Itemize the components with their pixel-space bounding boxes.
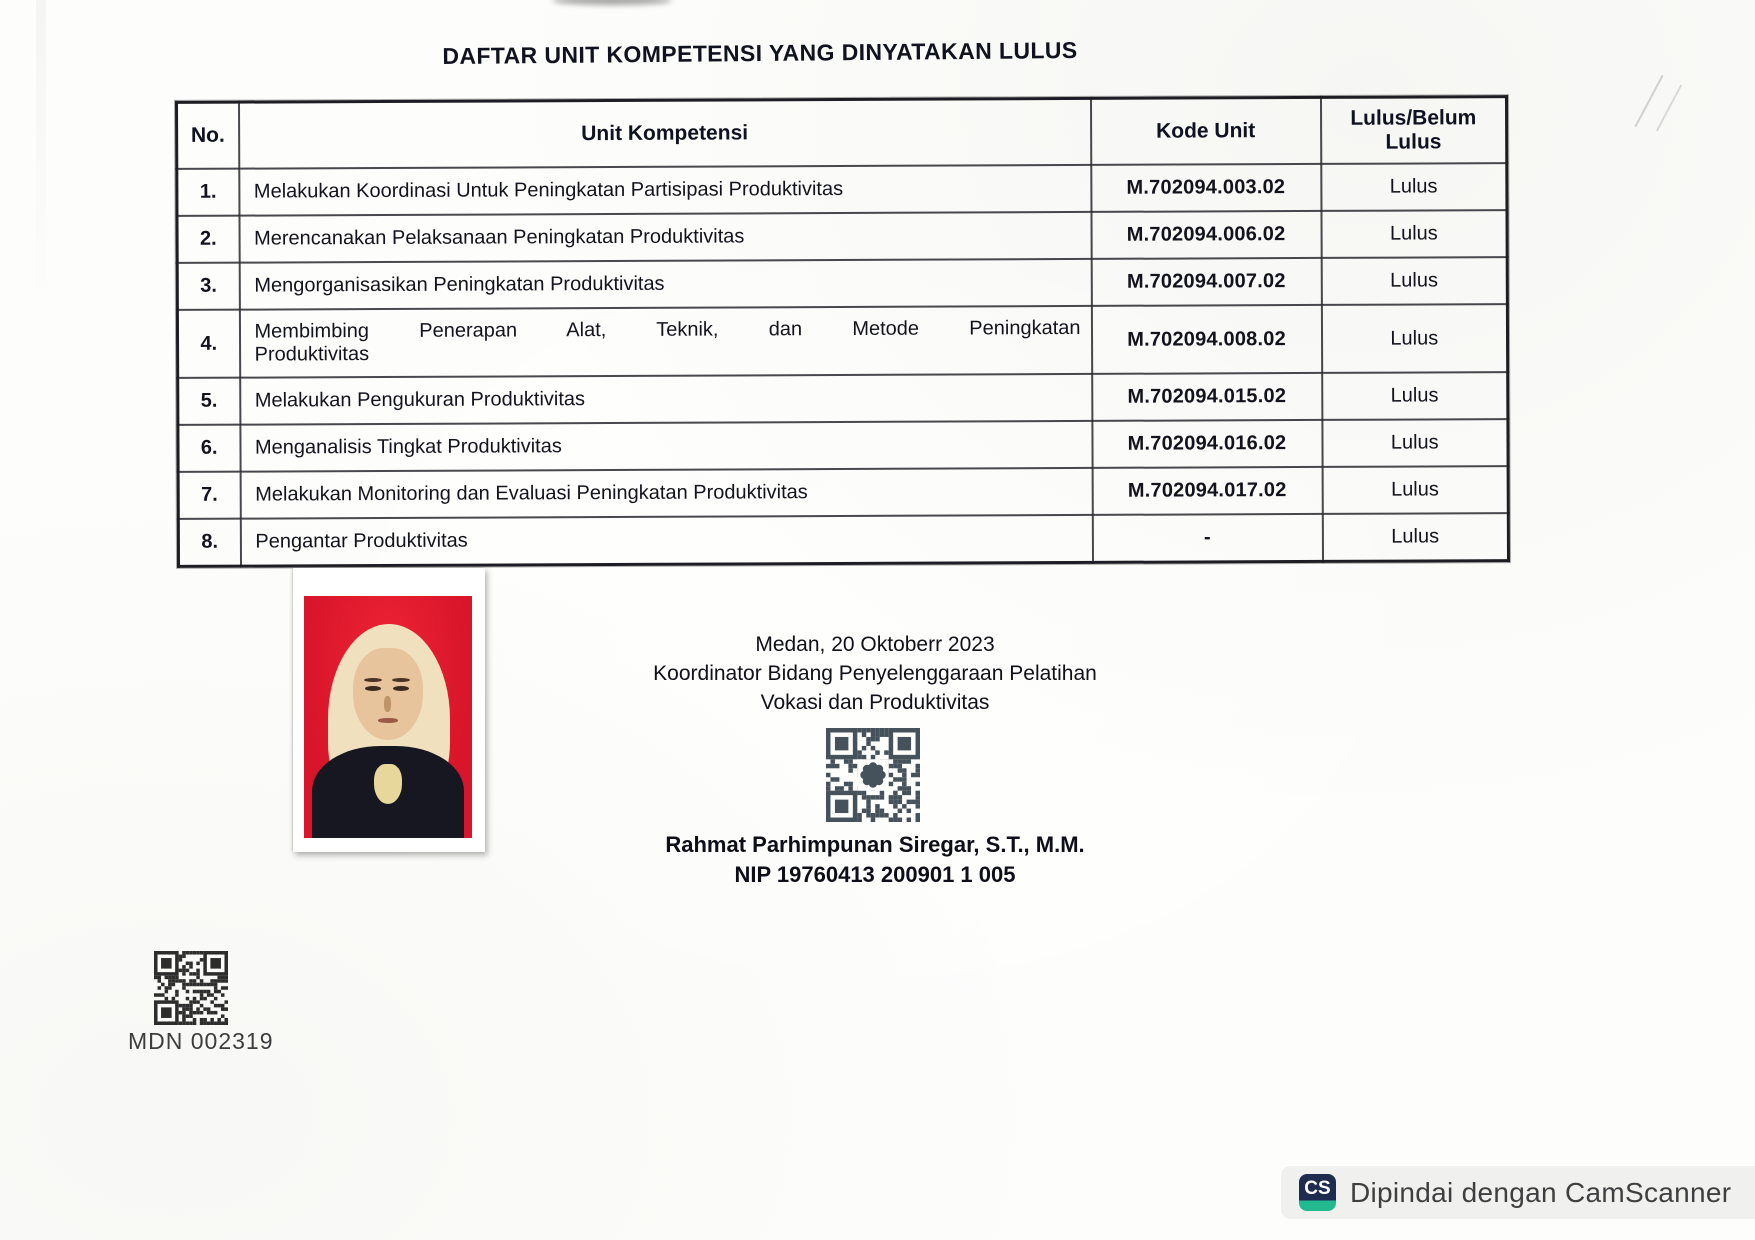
competency-table <box>175 95 1510 568</box>
scan-streak <box>36 0 46 300</box>
photo-collar <box>374 764 402 804</box>
unit-code: M.702094.015.02 <box>1092 373 1322 421</box>
table-row <box>177 210 1507 263</box>
status-value: Lulus <box>1321 210 1507 258</box>
row-number: 2. <box>177 216 239 263</box>
table-row <box>178 466 1508 519</box>
unit-name: Melakukan Koordinasi Untuk Peningkatan Partisipasi Produktivitas <box>239 165 1091 216</box>
unit-code: - <box>1092 514 1322 563</box>
document-title: DAFTAR UNIT KOMPETENSI YANG DINYATAKAN LULUS <box>442 36 1078 70</box>
document-code: MDN 002319 <box>128 1028 274 1054</box>
document-qr-code <box>152 951 230 1025</box>
signer-role-line1: Koordinator Bidang Penyelenggaraan Pelatihan <box>653 662 1097 685</box>
status-value: Lulus <box>1322 466 1508 514</box>
passport-photo <box>304 596 472 838</box>
unit-code: M.702094.016.02 <box>1092 420 1322 468</box>
photo-face <box>353 648 423 740</box>
row-number: 7. <box>178 472 240 519</box>
table-row <box>177 304 1507 378</box>
unit-name: Mengorganisasikan Peningkatan Produktivitas <box>239 259 1091 310</box>
camscanner-label: Dipindai dengan CamScanner <box>1350 1176 1732 1208</box>
unit-name: Merencanakan Pelaksanaan Peningkatan Produktivitas <box>239 212 1091 263</box>
status-value: Lulus <box>1322 513 1508 561</box>
scan-smudge <box>552 0 672 5</box>
row-number: 6. <box>178 425 240 472</box>
table-row <box>177 163 1507 216</box>
status-value: Lulus <box>1321 163 1507 211</box>
unit-name-line1: Membimbing Penerapan Alat, Teknik, dan Metode Peningkatan <box>254 316 1081 343</box>
unit-name: Melakukan Monitoring dan Evaluasi Peningkatan Produktivitas <box>240 468 1092 519</box>
passport-photo-frame <box>293 568 485 852</box>
row-number: 1. <box>177 169 239 216</box>
status-value: Lulus <box>1321 257 1507 305</box>
row-number: 5. <box>178 378 240 425</box>
unit-name: Pengantar Produktivitas <box>240 515 1092 566</box>
row-number: 8. <box>178 519 240 567</box>
signer-role-line2: Vokasi dan Produktivitas <box>760 691 990 714</box>
unit-name: Melakukan Pengukuran Produktivitas <box>240 374 1092 425</box>
place-date: Medan, 20 Oktoberr 2023 <box>755 633 995 656</box>
header-no: No. <box>176 102 238 169</box>
table-row <box>178 419 1508 472</box>
header-unit-kompetensi: Unit Kompetensi <box>238 98 1090 168</box>
signer-nip: NIP 19760413 200901 1 005 <box>734 862 1016 887</box>
unit-code: M.702094.017.02 <box>1092 467 1322 515</box>
signature-qr-code <box>826 727 920 823</box>
table-row <box>178 372 1508 425</box>
signer-name: Rahmat Parhimpunan Siregar, S.T., M.M. <box>665 832 1085 857</box>
table-row <box>177 257 1507 310</box>
unit-name <box>239 306 1091 378</box>
scan-crease <box>1635 75 1664 127</box>
unit-code: M.702094.003.02 <box>1091 164 1321 212</box>
table-row <box>178 513 1508 566</box>
row-number: 4. <box>177 310 239 378</box>
unit-name: Menganalisis Tingkat Produktivitas <box>240 421 1092 472</box>
status-value: Lulus <box>1322 419 1508 467</box>
unit-code: M.702094.006.02 <box>1091 211 1321 259</box>
header-lulus-belum: Lulus/Belum Lulus <box>1320 97 1506 164</box>
camscanner-logo-icon: CS <box>1299 1174 1336 1211</box>
scan-crease <box>1656 85 1682 132</box>
table-header-row <box>176 97 1506 169</box>
unit-code: M.702094.008.02 <box>1091 305 1321 374</box>
camscanner-watermark <box>1281 1166 1755 1219</box>
header-kode-unit: Kode Unit <box>1090 97 1320 165</box>
row-number: 3. <box>177 263 239 310</box>
unit-name-line2: Produktivitas <box>254 343 370 366</box>
status-value: Lulus <box>1322 372 1508 420</box>
signature-block <box>525 630 1225 717</box>
unit-code: M.702094.007.02 <box>1091 258 1321 306</box>
status-value: Lulus <box>1321 304 1507 373</box>
